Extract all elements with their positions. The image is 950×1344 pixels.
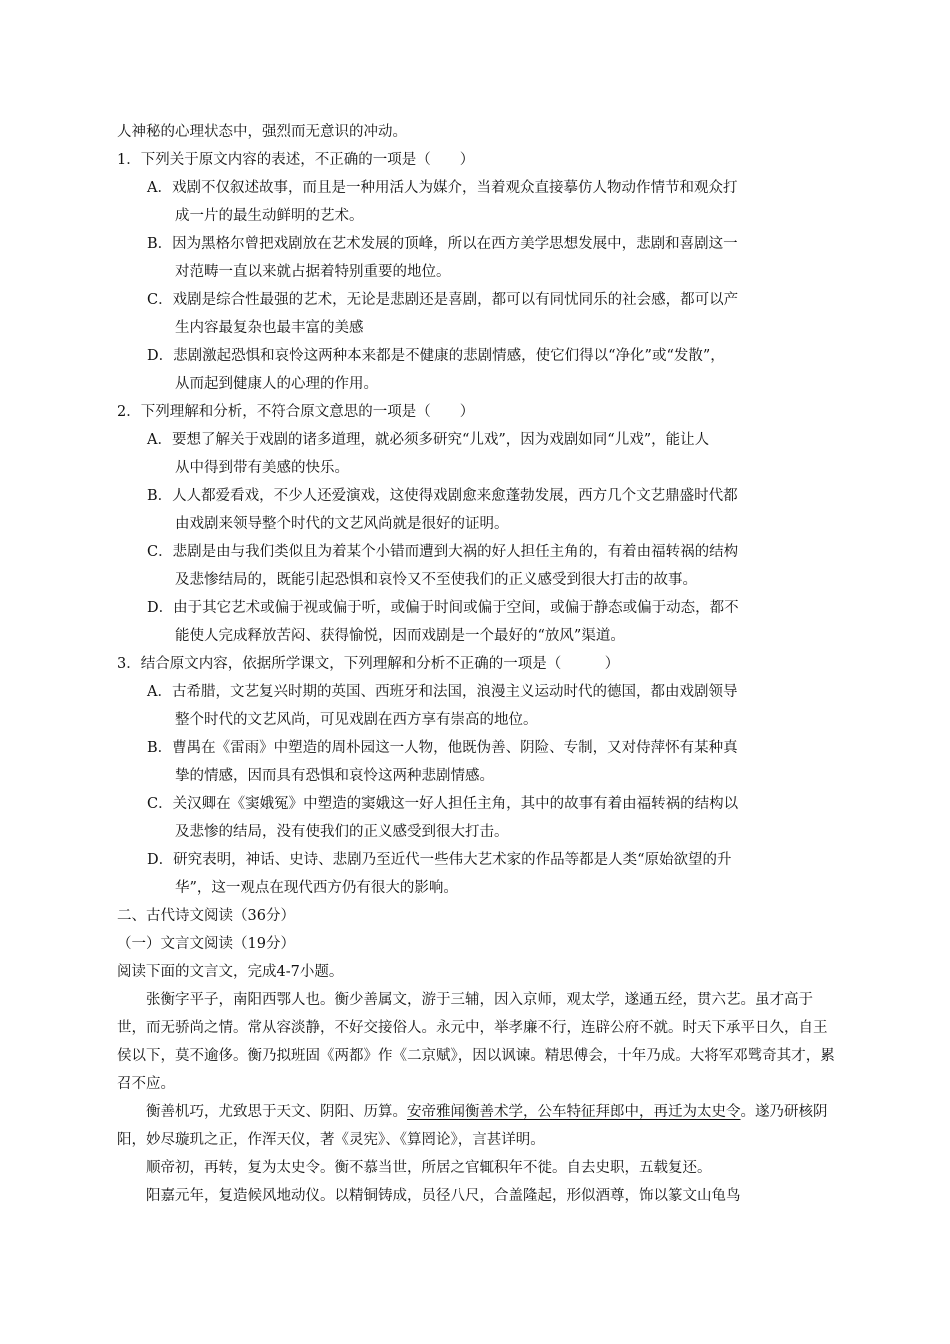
passage-paragraph-2 — [117, 1098, 839, 1154]
option-d-line2: 华”，这一观点在现代西方仍有很大的影响。 — [175, 880, 458, 896]
question-2 — [117, 398, 839, 650]
exam-page — [117, 118, 839, 1210]
option-a-line1: A．戏剧不仅叙述故事，而且是一种用活人为媒介，当着观众直接摹仿人物动作情节和观众打 — [147, 180, 738, 196]
reading-instruction: 阅读下面的文言文，完成4-7小题。 — [117, 964, 344, 980]
option-c-line1: C．戏剧是综合性最强的艺术，无论是悲剧还是喜剧，都可以有同忧同乐的社会感，都可以产 — [147, 292, 739, 308]
option-a-line1: A．要想了解关于戏剧的诸多道理，就必须多研究“儿戏”，因为戏剧如同“儿戏”，能让人 — [147, 432, 710, 448]
option-a-line2: 整个时代的文艺风尚，可见戏剧在西方享有崇高的地位。 — [175, 712, 538, 728]
option-a-line1: A．古希腊，文艺复兴时期的英国、西班牙和法国，浪漫主义运动时代的德国，都由戏剧领导 — [147, 684, 738, 700]
option-a-line2: 成一片的最生动鲜明的艺术。 — [175, 208, 364, 224]
passage-paragraph-3: 顺帝初，再转，复为太史令。衡不慕当世，所居之官辄积年不徙。自去史职，五载复还。 — [146, 1160, 712, 1176]
question-stem: 2．下列理解和分析，不符合原文意思的一项是（ ） — [117, 404, 475, 420]
option-d-line1: D．由于其它艺术或偏于视或偏于听，或偏于时间或偏于空间，或偏于静态或偏于动态，都不 — [147, 600, 739, 616]
option-c-line2: 及悲惨结局的，既能引起恐惧和哀怜又不至使我们的正义感受到很大打击的故事。 — [175, 572, 697, 588]
option-b-line2: 挚的情感，因而具有恐惧和哀怜这两种悲剧情感。 — [175, 768, 494, 784]
passage-paragraph-1: 张衡字平子，南阳西鄂人也。衡少善属文，游于三辅，因入京师，观太学，遂通五经，贯六艺。虽才高于世，而无骄尚之情。常从容淡静，不好交接俗人。永元中，举孝廉不行，连辟公府不就。时天下承平日久，自王侯以下，莫不逾侈。衡乃拟班固《两都》作《二京赋》，因以讽谏。精思傅会，十年乃成。大将军邓骘奇其才，累召不应。 — [117, 992, 835, 1092]
option-b-line1: B．人人都爱看戏，不少人还爱演戏，这使得戏剧愈来愈蓬勃发展，西方几个文艺鼎盛时代都 — [147, 488, 738, 504]
section-heading: 二、古代诗文阅读（36分） — [117, 908, 295, 924]
option-b-line2: 对范畴一直以来就占据着特别重要的地位。 — [175, 264, 451, 280]
option-b-line1: B．曹禺在《雷雨》中塑造的周朴园这一人物，他既伪善、阴险、专制，又对侍萍怀有某种真 — [147, 740, 738, 756]
question-3 — [117, 650, 839, 902]
option-c-line1: C．悲剧是由与我们类似且为着某个小错而遭到大祸的好人担任主角的，有着由福转祸的结构 — [147, 544, 739, 560]
option-c-line2: 及悲惨的结局，没有使我们的正义感受到很大打击。 — [175, 824, 509, 840]
option-d-line1: D．研究表明，神话、史诗、悲剧乃至近代一些伟大艺术家的作品等都是人类“原始欲望的升 — [147, 852, 732, 868]
passage-paragraph-4: 阳嘉元年，复造候风地动仪。以精铜铸成，员径八尺，合盖隆起，形似酒尊，饰以篆文山龟鸟 — [146, 1188, 741, 1204]
subsection-heading: （一）文言文阅读（19分） — [117, 936, 295, 952]
option-d-line2: 从而起到健康人的心理的作用。 — [175, 376, 378, 392]
underlined-sentence: 安帝雅闻衡善术学，公车特征拜郎中，再迁为太史令 — [407, 1104, 741, 1120]
question-1 — [117, 146, 839, 398]
intro-tail: 人神秘的心理状态中，强烈而无意识的冲动。 — [117, 124, 407, 140]
option-c-line1: C．关汉卿在《窦娥冤》中塑造的窦娥这一好人担任主角，其中的故事有着由福转祸的结构以 — [147, 796, 739, 812]
option-b-line2: 由戏剧来领导整个时代的文艺风尚就是很好的证明。 — [175, 516, 509, 532]
option-a-line2: 从中得到带有美感的快乐。 — [175, 460, 349, 476]
option-c-line2: 生内容最复杂也最丰富的美感 — [175, 320, 364, 336]
passage-text: 。遂乃研核阴阳，妙尽璇玑之正，作浑天仪，著《灵宪》、《算罔论》，言甚详明。 — [117, 1104, 828, 1148]
option-b-line1: B．因为黑格尔曾把戏剧放在艺术发展的顶峰，所以在西方美学思想发展中，悲剧和喜剧这一 — [147, 236, 738, 252]
question-stem: 1．下列关于原文内容的表述，不正确的一项是（ ） — [117, 152, 475, 168]
option-d-line1: D．悲剧激起恐惧和哀怜这两种本来都是不健康的悲剧情感，使它们得以“净化”或“发散”， — [147, 348, 725, 364]
option-d-line2: 能使人完成释放苦闷、获得愉悦，因而戏剧是一个最好的“放风”渠道。 — [175, 628, 625, 644]
classical-passage — [117, 986, 839, 1210]
question-stem: 3．结合原文内容，依据所学课文，下列理解和分析不正确的一项是（ ） — [117, 656, 620, 672]
passage-text: 衡善机巧，尤致思于天文、阴阳、历算。 — [146, 1104, 407, 1120]
